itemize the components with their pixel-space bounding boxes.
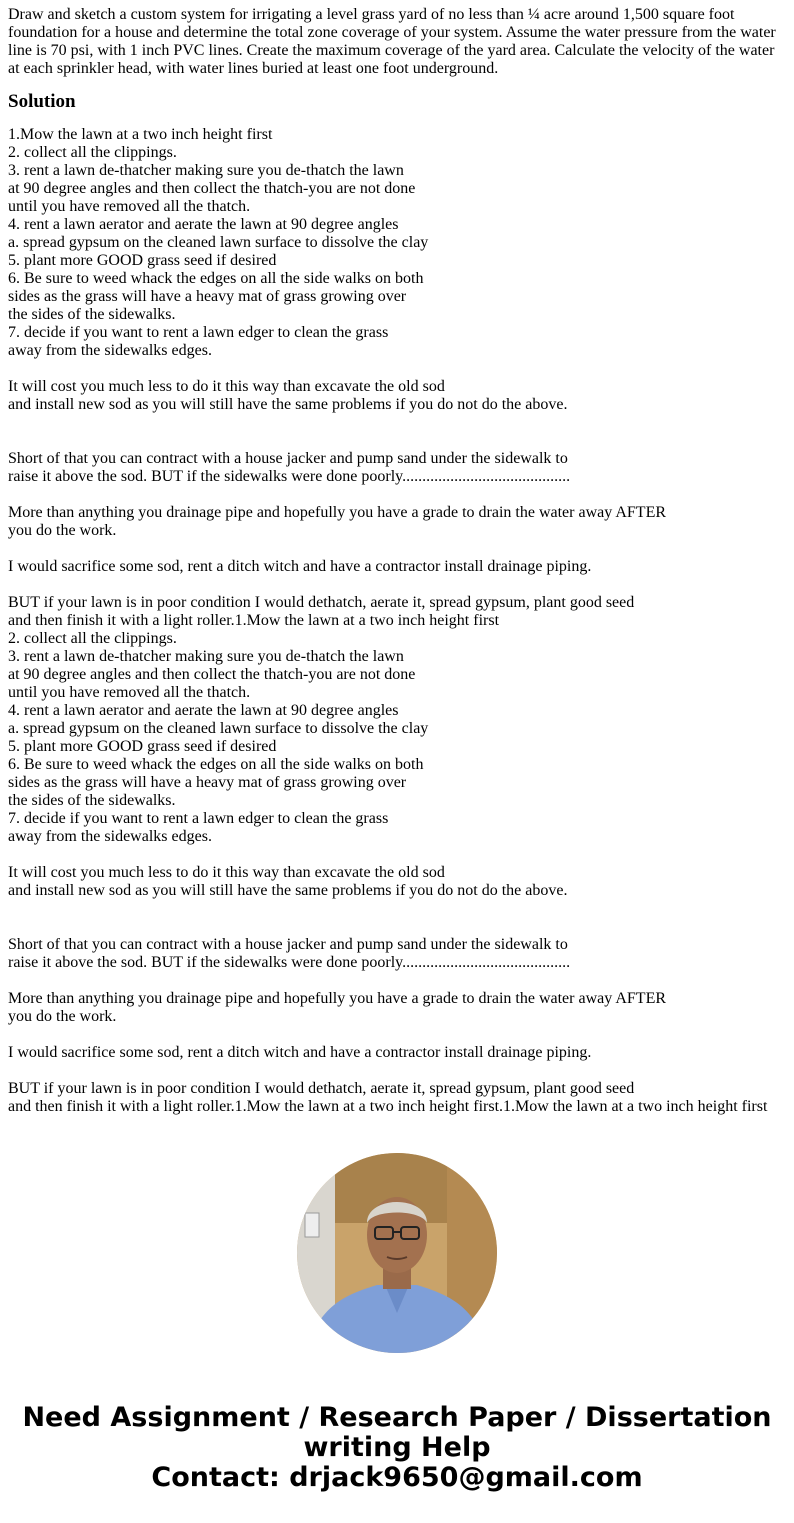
author-avatar — [297, 1153, 497, 1353]
banner-line-2: writing Help — [303, 1432, 491, 1463]
solution-heading: Solution — [8, 91, 76, 112]
question-text: Draw and sketch a custom system for irrigating a level grass yard of no less than ¼ acre around 1,500 square foot foundation for a house and determine the total zone coverage of your system. Assume the water pressure from the water line is 70 psi, with 1 inch PVC lines. Create the maximum coverage of the yard area. Calculate the velocity of the water at each sprinkler head, with water lines buried at least one foot underground. — [8, 6, 776, 77]
help-banner — [0, 1403, 794, 1493]
document-body — [8, 6, 786, 1131]
author-photo-icon — [297, 1153, 497, 1353]
answer-text: 1.Mow the lawn at a two inch height first 2. collect all the clippings. 3. rent a lawn de-thatcher making sure you de-thatch the lawn at 90 degree angles and then collect the thatch-you are not done until you have removed all the thatch. 4. rent a lawn aerator and aerate the lawn at 90 degree angles a. spread gypsum on the cleaned lawn surface to dissolve the clay 5. plant more GOOD grass seed if desired 6. Be sure to weed whack the edges on all the side walks on both sides as the grass will have a heavy mat of grass growing over the sides of the sidewalks. 7. decide if you want to rent a lawn edger to clean the grass away from the sidewalks edges. It will cost you much less to do it this way than excavate the old sod and install new sod as you will still have the same problems if you do not do the above. Short of that you can contract with a house jacker and pump sand under the sidewalk to raise it above the sod. BUT if the sidewalks were done poorly.......................................... More than anything you drainage pipe and hopefully you have a grade to drain the water away AFTER you do the work. I would sacrifice some sod, rent a ditch witch and have a contractor install drainage piping. BUT if your lawn is in poor condition I would dethatch, aerate it, spread gypsum, plant good seed and then finish it with a light roller.1.Mow the lawn at a two inch height first 2. collect all the clippings. 3. rent a lawn de-thatcher making sure you de-thatch the lawn at 90 degree angles and then collect the thatch-you are not done until you have removed all the thatch. 4. rent a lawn aerator and aerate the lawn at 90 degree angles a. spread gypsum on the cleaned lawn surface to dissolve the clay 5. plant more GOOD grass seed if desired 6. Be sure to weed whack the edges on all the side walks on both sides as the grass will have a heavy mat of grass growing over the sides of the sidewalks. 7. decide if you want to rent a lawn edger to clean the grass away from the sidewalks edges. It will cost you much less to do it this way than excavate the old sod and install new sod as you will still have the same problems if you do not do the above. Short of that you can contract with a house jacker and pump sand under the sidewalk to raise it above the sod. BUT if the sidewalks were done poorly.......................................... More than anything you drainage pipe and hopefully you have a grade to drain the water away AFTER you do the work. I would sacrifice some sod, rent a ditch witch and have a contractor install drainage piping. BUT if your lawn is in poor condition I would dethatch, aerate it, spread gypsum, plant good seed and then finish it with a light roller.1.Mow the lawn at a two inch height first.1.Mow the lawn at a two inch height first — [8, 126, 768, 1115]
banner-line-1: Need Assignment / Research Paper / Dissertation — [22, 1402, 772, 1433]
banner-contact: Contact: drjack9650@gmail.com — [151, 1462, 643, 1493]
answer-container — [8, 126, 786, 1131]
